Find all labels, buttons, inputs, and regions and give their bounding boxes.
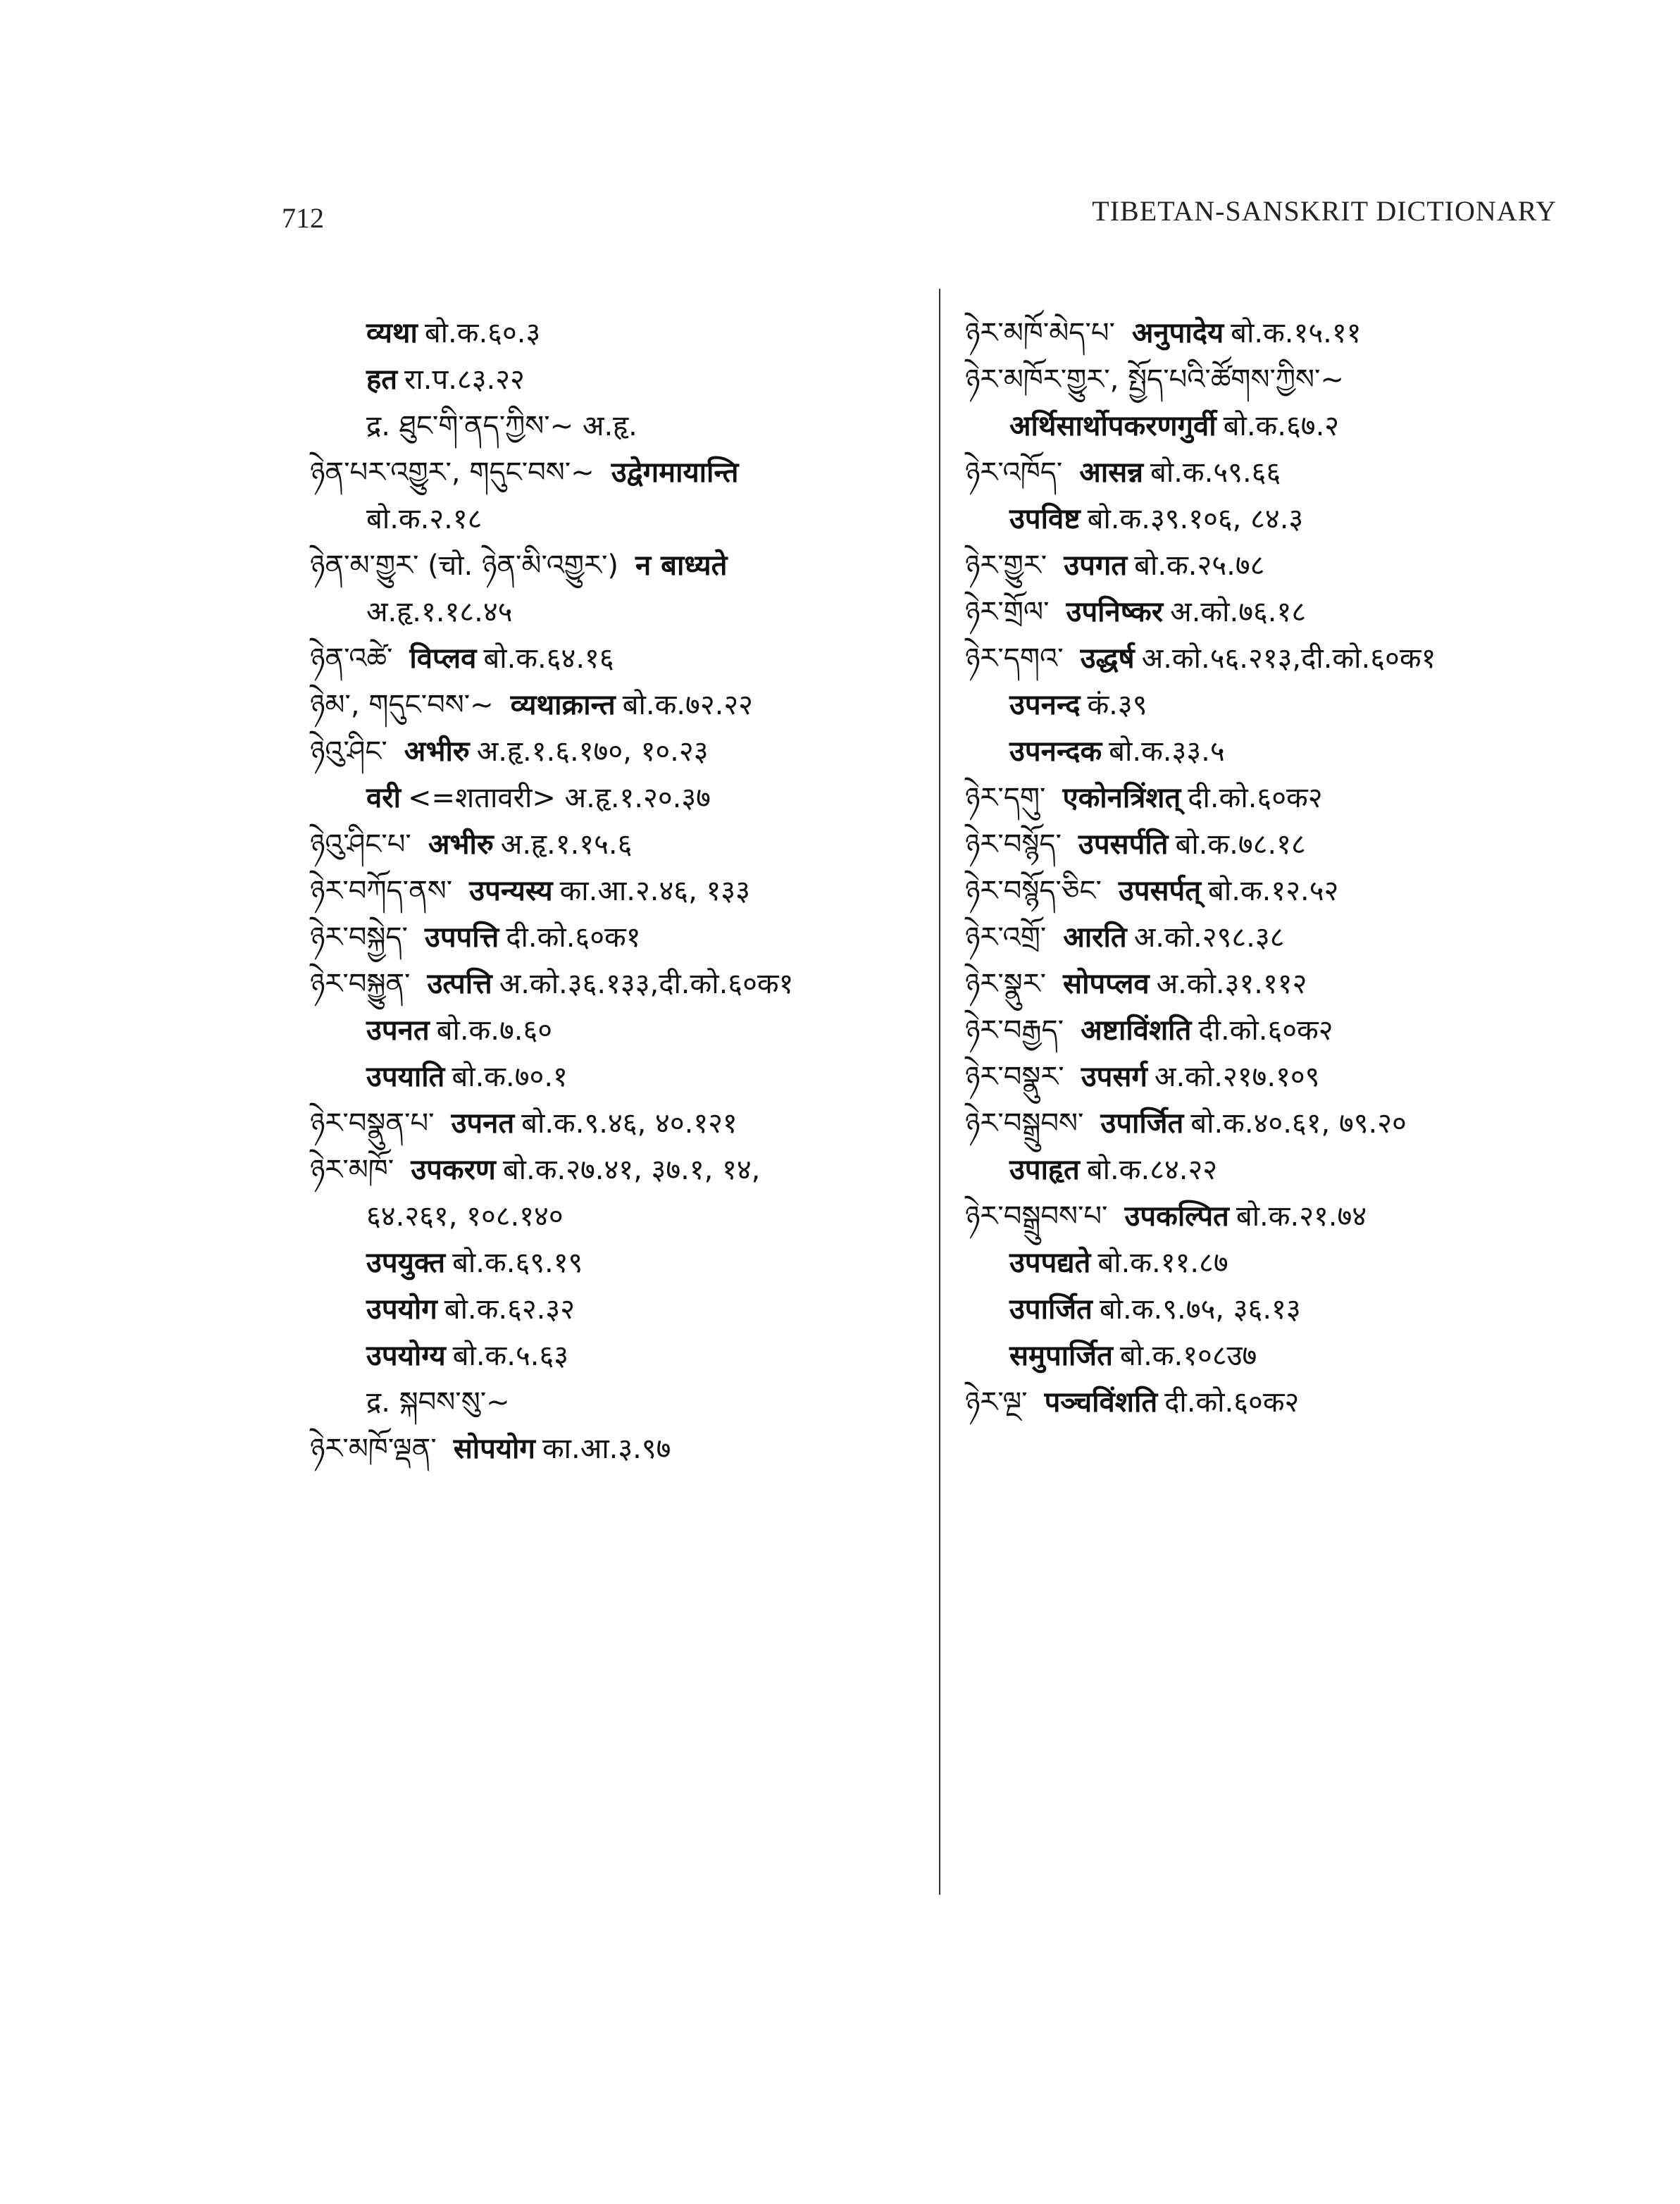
dictionary-entry [965, 542, 1585, 589]
dictionary-entry [965, 496, 1585, 542]
dictionary-entry [965, 914, 1585, 961]
dictionary-entry [965, 403, 1585, 449]
sanskrit-equivalent: अष्टाविंशति [1081, 1014, 1192, 1047]
source-reference: बो.क.९.४६, ४०.१२१ [521, 1107, 738, 1140]
sanskrit-equivalent: वरी [366, 781, 401, 814]
tibetan-headword: ཉེན་འཚེ་ [310, 642, 393, 675]
sanskrit-equivalent: उपनन्दक [1009, 735, 1102, 768]
tibetan-headword: ཉེར་བསྐྱུན་ [310, 968, 411, 1000]
dictionary-entry [965, 589, 1585, 635]
sanskrit-equivalent: उपनत [366, 1014, 430, 1047]
source-reference: बो.क.६२.३२ [444, 1293, 575, 1326]
dictionary-entry [310, 914, 923, 961]
source-reference: का.आ.२.४६, १३३ [559, 875, 750, 907]
tibetan-headword: ཉེན་པར་འགྱུར་, གདུང་བས་~ [310, 456, 595, 489]
column-divider [939, 289, 940, 1895]
sanskrit-equivalent: उपपत्ति [424, 921, 499, 954]
sanskrit-equivalent: उपकल्पित [1124, 1200, 1229, 1233]
source-reference: द्र. ཐུང་གི་ནད་ཀྱིས་~ अ.हृ. [366, 410, 637, 442]
sanskrit-equivalent: उपनत [451, 1107, 515, 1140]
dictionary-entry [310, 403, 923, 449]
source-reference: बो.क.३९.१०६, ८४.३ [1087, 503, 1304, 535]
sanskrit-equivalent: उपार्जित [1100, 1107, 1184, 1140]
left-column [310, 310, 923, 1472]
tibetan-headword: ཉེན་མ་གྱུར་ (चो. ཉེན་མི་འགྱུར་) [310, 549, 618, 582]
sanskrit-equivalent: उपकरण [411, 1153, 496, 1186]
sanskrit-equivalent: उपसर्ग [1081, 1060, 1147, 1093]
source-reference: बो.क.१५.११ [1231, 317, 1362, 349]
source-reference: कं.३९ [1087, 689, 1147, 721]
dictionary-entry [965, 635, 1585, 682]
dictionary-entry [310, 449, 923, 496]
sanskrit-equivalent: न बाध्यते [635, 549, 728, 582]
sanskrit-equivalent: व्यथा [366, 316, 418, 349]
sanskrit-equivalent: आसन्न [1079, 456, 1144, 489]
source-reference: बो.क.७.६० [436, 1014, 553, 1047]
dictionary-entry [310, 1286, 923, 1333]
source-reference: दी.को.६०क१ [506, 921, 641, 954]
dictionary-entry [965, 356, 1585, 403]
tibetan-headword: ཉེར་བཀོད་ནས་ [310, 875, 453, 907]
dictionary-entry [310, 310, 923, 356]
dictionary-entry [310, 1379, 923, 1426]
source-reference: रा.प.८३.२२ [404, 363, 525, 396]
dictionary-entry [310, 589, 923, 635]
sanskrit-equivalent: उपगत [1064, 549, 1128, 582]
dictionary-entry [965, 1147, 1585, 1193]
sanskrit-equivalent: सोपयोग [453, 1432, 535, 1465]
source-reference: बो.क.६०.३ [424, 317, 541, 349]
sanskrit-equivalent: उपार्जित [1009, 1293, 1093, 1326]
dictionary-entry [965, 1333, 1585, 1379]
source-reference: अ.को.३६.१३३,दी.को.६०क१ [499, 968, 794, 1000]
source-reference: बो.क.२७.४१, ३७.१, १४, [502, 1154, 761, 1186]
source-reference: बो.क.५.६३ [452, 1340, 569, 1372]
tibetan-headword: ཉེར་བསྐྱེད་ [310, 921, 408, 954]
dictionary-entry [310, 356, 923, 403]
dictionary-entry [965, 682, 1585, 728]
sanskrit-equivalent: अर्थिसार्थोपकरणगुर्वी [1009, 409, 1217, 442]
source-reference: अ.को.३१.११२ [1156, 968, 1307, 1000]
sanskrit-equivalent: उपयोग [366, 1293, 437, 1326]
source-reference: अ.हृ.१.१८.४५ [366, 596, 513, 628]
source-reference: दी.को.६०क२ [1188, 782, 1323, 814]
sanskrit-equivalent: अनुपादेय [1131, 316, 1224, 349]
tibetan-headword: ཉེར་འགྲོ་ [965, 921, 1047, 954]
sanskrit-equivalent: उपन्यस्य [469, 874, 553, 907]
running-title: TIBETAN-SANSKRIT DICTIONARY [1092, 195, 1557, 227]
sanskrit-equivalent: पञ्चविंशति [1044, 1386, 1158, 1419]
source-reference: बो.क.१०८उ७ [1119, 1340, 1257, 1372]
source-reference: दी.को.६०क२ [1198, 1014, 1333, 1047]
sanskrit-equivalent: उत्पत्ति [427, 967, 492, 1000]
dictionary-entry [310, 1147, 923, 1193]
source-reference: बो.क.३३.५ [1109, 735, 1225, 768]
tibetan-headword: ཉེར་མཁོ་ [310, 1154, 394, 1186]
dictionary-entry [310, 821, 923, 868]
source-reference: बो.क.६९.१९ [452, 1247, 583, 1279]
sanskrit-equivalent: आरति [1063, 921, 1127, 954]
dictionary-entry [310, 635, 923, 682]
dictionary-entry [310, 1426, 923, 1472]
source-reference: अ.को.५६.२१३,दी.को.६०क१ [1141, 642, 1436, 675]
tibetan-headword: ཉེར་བསྣུན་པ་ [310, 1107, 435, 1140]
dictionary-entry [965, 821, 1585, 868]
dictionary-entry [310, 728, 923, 775]
tibetan-headword: ཉེར་བསྒྲུབས་པ་ [965, 1200, 1108, 1233]
source-reference: अ.को.२१७.१०९ [1154, 1061, 1320, 1093]
sanskrit-equivalent: अभीरु [404, 735, 470, 768]
source-reference: अ.हृ.१.१५.६ [500, 828, 633, 861]
source-reference: बो.क.७२.२२ [622, 689, 753, 721]
tibetan-headword: ཉེར་གྱུར་ [965, 549, 1047, 582]
source-reference: बो.क.४०.६१, ७९.२० [1190, 1107, 1407, 1140]
dictionary-entry [965, 1007, 1585, 1054]
source-reference: अ.हृ.१.६.१७०, १०.२३ [476, 735, 709, 768]
tibetan-headword: ཉེའུ་ཤིང་པ་ [310, 828, 411, 861]
dictionary-entry [310, 868, 923, 914]
sanskrit-equivalent: उद्धर्ष [1080, 642, 1135, 675]
sanskrit-equivalent: उपविष्ट [1009, 502, 1081, 535]
dictionary-entry [310, 1240, 923, 1286]
dictionary-entry [965, 1286, 1585, 1333]
dictionary-entry [310, 1193, 923, 1240]
sanskrit-equivalent: उपयुक्त [366, 1246, 446, 1279]
tibetan-headword: ཉེམ་, གདུང་བས་~ [310, 689, 494, 721]
dictionary-entry [310, 496, 923, 542]
sanskrit-equivalent: उपसर्पत् [1118, 874, 1202, 907]
tibetan-headword: ཉེར་མཁོ་མེད་པ་ [965, 317, 1115, 349]
dictionary-entry [310, 1100, 923, 1147]
dictionary-entry [965, 775, 1585, 821]
source-reference: दी.को.६०क२ [1164, 1386, 1300, 1419]
page-number: 712 [282, 202, 324, 234]
sanskrit-equivalent: सोपप्लव [1063, 967, 1150, 1000]
sanskrit-equivalent: उपसर्पति [1078, 828, 1169, 861]
source-reference: बो.क.२५.७८ [1134, 549, 1265, 582]
tibetan-headword: ཉེར་འཁོད་ [965, 456, 1063, 489]
right-column [965, 310, 1585, 1426]
sanskrit-equivalent: उपयाति [366, 1060, 445, 1093]
sanskrit-equivalent: उपपद्यते [1009, 1246, 1091, 1279]
dictionary-entry [965, 1100, 1585, 1147]
sanskrit-equivalent: उपनन्द [1009, 688, 1081, 721]
source-reference: बो.क.१२.५२ [1208, 875, 1339, 907]
tibetan-headword: ཉེར་སྣུར་ [965, 968, 1047, 1000]
source-reference: बो.क.६४.१६ [483, 642, 614, 675]
dictionary-entry [965, 868, 1585, 914]
tibetan-headword: ཉེར་དགུ་ [965, 782, 1046, 814]
dictionary-entry [965, 1379, 1585, 1426]
dictionary-entry [965, 961, 1585, 1007]
dictionary-entry [965, 449, 1585, 496]
tibetan-headword: ཉེར་བསྣུར་ [965, 1061, 1064, 1093]
tibetan-headword: ཉེར་བསྙོད་ [965, 828, 1062, 861]
tibetan-headword: ཉེར་བསྙོད་ཅིང་ [965, 875, 1102, 907]
tibetan-headword: ཉེར་མཁོར་གྱུར་, སྤྱོད་པའི་ཚོགས་ཀྱིས་~ [965, 363, 1344, 396]
dictionary-entry [310, 961, 923, 1007]
dictionary-entry [965, 1240, 1585, 1286]
source-reference: बो.क.११.८७ [1097, 1247, 1228, 1279]
source-reference: बो.क.७०.१ [452, 1061, 568, 1093]
sanskrit-equivalent: उपनिष्कर [1066, 595, 1164, 628]
source-reference: बो.क.५९.६६ [1150, 456, 1281, 489]
source-reference: बो.क.९.७५, ३६.१३ [1099, 1293, 1301, 1326]
dictionary-entry [965, 1193, 1585, 1240]
dictionary-entry [310, 1333, 923, 1379]
sanskrit-equivalent: समुपार्जित [1009, 1339, 1113, 1372]
sanskrit-equivalent: अभीरु [428, 828, 494, 861]
sanskrit-equivalent: उपाहृत [1009, 1153, 1080, 1186]
sanskrit-equivalent: उद्वेगमायान्ति [611, 456, 739, 489]
tibetan-headword: ཉེར་གྲོལ་ [965, 596, 1050, 628]
source-reference: बो.क.७८.१८ [1175, 828, 1306, 861]
tibetan-headword: ཉེའུ་ཤིང་ [310, 735, 387, 768]
sanskrit-equivalent: विप्लव [409, 642, 477, 675]
dictionary-entry [310, 1007, 923, 1054]
dictionary-entry [310, 1054, 923, 1100]
sanskrit-equivalent: व्यथाक्रान्त [510, 688, 616, 721]
dictionary-entry [310, 542, 923, 589]
source-reference: बो.क.६७.२ [1223, 410, 1340, 442]
source-reference: बो.क.२१.७४ [1236, 1200, 1367, 1233]
sanskrit-equivalent: एकोनत्रिंशत् [1062, 781, 1181, 814]
source-reference: अ.को.७६.१८ [1170, 596, 1307, 628]
source-reference: अ.को.२९८.३८ [1133, 921, 1285, 954]
dictionary-entry [965, 310, 1585, 356]
tibetan-headword: ཉེར་དགའ་ [965, 642, 1064, 675]
sanskrit-equivalent: उपयोग्य [366, 1339, 446, 1372]
tibetan-headword: ཉེར་མཁོ་ལྡན་ [310, 1433, 437, 1465]
dictionary-entry [965, 1054, 1585, 1100]
dictionary-entry [310, 775, 923, 821]
source-reference: <=शतावरी> अ.हृ.१.२०.३७ [407, 782, 711, 814]
tibetan-headword: ཉེར་བརྒྱད་ [965, 1014, 1064, 1047]
sanskrit-equivalent: हत [366, 363, 398, 396]
source-reference: ६४.२६१, १०८.१४० [366, 1200, 564, 1233]
source-reference: बो.क.२.१८ [366, 503, 483, 535]
source-reference: बो.क.८४.२२ [1086, 1154, 1218, 1186]
dictionary-entry [310, 682, 923, 728]
tibetan-headword: ཉེར་ལྔ་ [965, 1386, 1028, 1419]
source-reference: द्र. སྐབས་སུ་~ [366, 1386, 510, 1419]
source-reference: का.आ.३.९७ [542, 1433, 671, 1465]
tibetan-headword: ཉེར་བསྒྲུབས་ [965, 1107, 1084, 1140]
dictionary-entry [965, 728, 1585, 775]
